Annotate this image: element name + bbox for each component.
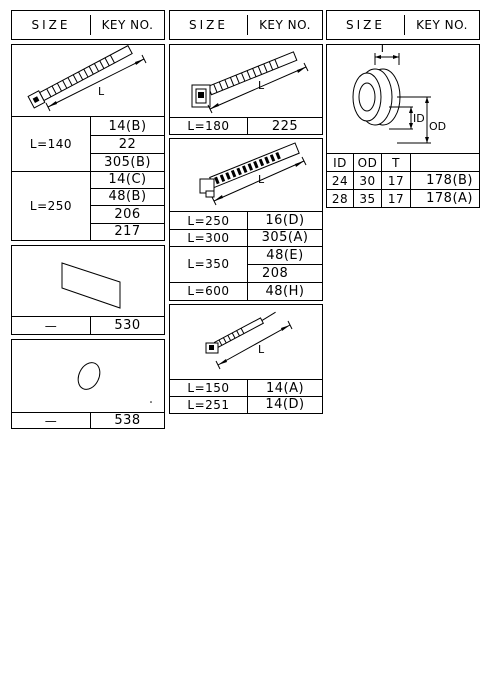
header-col1 (11, 10, 165, 40)
key-cell: 14(C) (108, 172, 147, 187)
mount-tie-drawing (170, 45, 322, 117)
size-cell: L=250 (187, 213, 230, 228)
header-key-label: KEY NO. (259, 18, 311, 32)
size-cell: L=300 (187, 230, 230, 245)
block-tie-drawing (170, 139, 322, 211)
size-cell: L=250 (29, 198, 73, 213)
grommet-panel (326, 44, 480, 208)
key-cell: 14(B) (108, 118, 147, 134)
key-cell: 217 (114, 224, 141, 239)
header-col3 (326, 10, 480, 40)
key-cell: 178(A) (426, 191, 473, 206)
grommet-drawing (327, 42, 479, 153)
key-cell: 305(A) (261, 230, 309, 245)
od-cell: 35 (359, 191, 376, 206)
header-size-label: SIZE (31, 18, 71, 32)
key-cell: 14(A) (265, 380, 305, 396)
size-cell: L=350 (187, 257, 230, 271)
size-cell: L=251 (187, 397, 230, 412)
size-cell: — (44, 318, 58, 333)
cable-tie-panel (11, 44, 165, 241)
id-cell: 24 (331, 173, 349, 188)
plug-panel (11, 339, 165, 429)
sheet-drawing (12, 246, 164, 316)
size-cell: L=140 (29, 137, 73, 151)
block-tie-panel (169, 138, 323, 301)
size-cell: L=180 (187, 119, 230, 133)
column-header-id: ID (333, 155, 347, 170)
key-cell: 178(B) (426, 173, 473, 188)
key-cell: 206 (114, 206, 141, 222)
key-cell: 16(D) (265, 213, 305, 228)
key-cell: 48(H) (265, 283, 305, 299)
t-label: T (379, 42, 386, 55)
key-cell: 538 (114, 413, 141, 428)
key-cell: 22 (118, 136, 137, 152)
t-cell: 17 (387, 173, 405, 188)
od-label: OD (429, 120, 447, 133)
mount-tie-panel (169, 44, 323, 135)
header-size-label: SIZE (346, 18, 385, 32)
dimension-label: L (258, 343, 265, 356)
small-tie-drawing (170, 305, 322, 379)
od-cell: 30 (359, 173, 376, 188)
key-cell: 48(E) (266, 247, 304, 263)
key-cell: 530 (114, 318, 141, 333)
column-header-t: T (392, 155, 400, 170)
header-key-label: KEY NO. (416, 18, 468, 32)
header-key-label: KEY NO. (101, 18, 154, 32)
small-tie-panel (169, 304, 323, 414)
dimension-label: L (258, 173, 265, 186)
dimension-label: L (258, 79, 265, 92)
id-cell: 28 (331, 191, 349, 206)
id-label: ID (413, 112, 425, 125)
size-cell: — (44, 413, 58, 428)
header-size-label: SIZE (189, 18, 228, 32)
dimension-label: L (98, 85, 105, 98)
header-col2 (169, 10, 323, 40)
key-cell: 14(D) (265, 397, 305, 412)
key-cell: 305(B) (104, 154, 151, 170)
key-cell: 208 (262, 265, 289, 281)
cable-tie-drawing (12, 45, 164, 117)
key-cell: 48(B) (108, 189, 147, 204)
sheet-panel (11, 245, 165, 335)
size-cell: L=150 (187, 381, 230, 395)
key-cell: 225 (271, 118, 299, 134)
column-header-od: OD (357, 155, 378, 170)
plug-drawing (12, 340, 164, 412)
size-cell: L=600 (187, 284, 230, 298)
t-cell: 17 (387, 191, 405, 206)
